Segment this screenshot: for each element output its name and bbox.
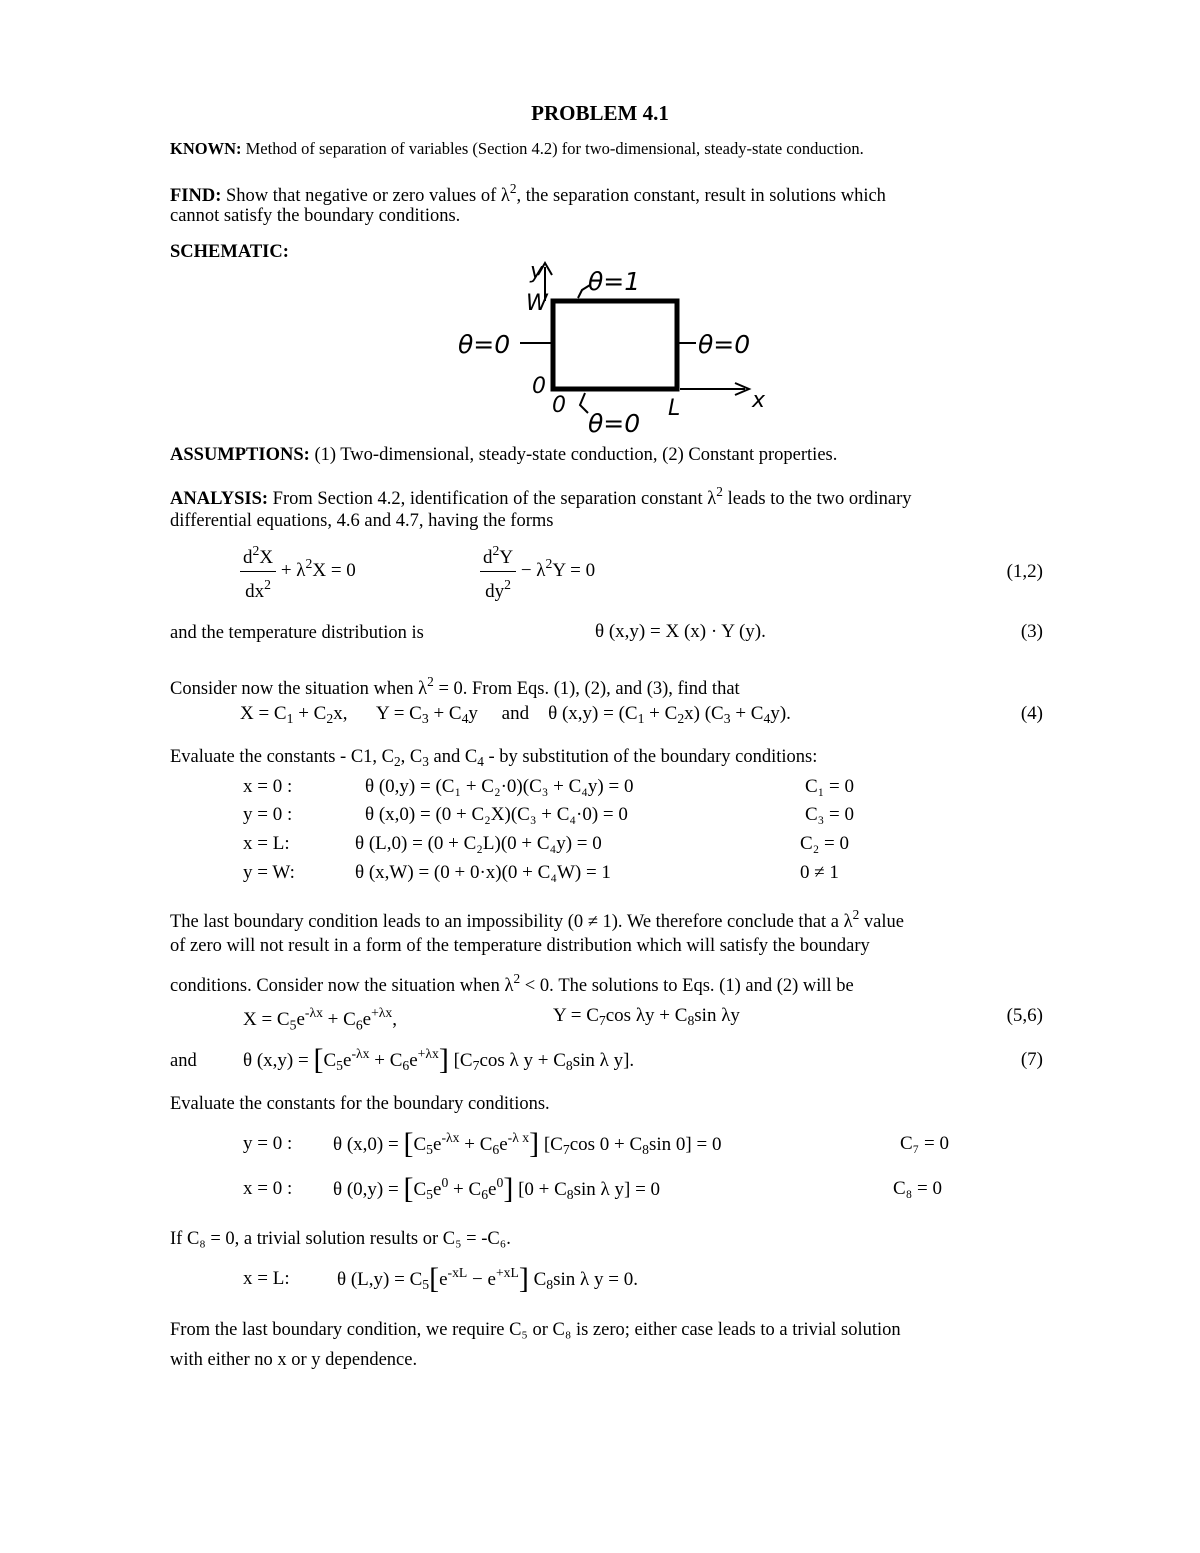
schematic-label: SCHEMATIC: [170, 242, 289, 262]
known-label: KNOWN: [170, 139, 242, 158]
assumptions-label: ASSUMPTIONS: [170, 445, 310, 465]
l-label: L [668, 396, 681, 421]
impossibility-text-b: value [859, 911, 904, 932]
equation-3: θ (x,y) = X (x) · Y (y). [595, 621, 766, 642]
equation-2: $\frac{d^2Y}{dy^2}$ − $\lambda^2Y = 0$ [480, 538, 595, 605]
bc-row-yW-expr: θ (x,W) = (0 + 0·x)(0 + C₄W) = 1 [355, 862, 611, 883]
known-text: Method of separation of variables (Section 4.2) for two-dimensional, steady-state conduction. [245, 139, 864, 158]
equation-number-3: (3) [1020, 621, 1043, 642]
top-bc-label: θ=1 [588, 267, 641, 296]
bc-row-yW-result: 0 ≠ 1 [800, 862, 839, 883]
zero-case-text-a: Consider now the situation when λ [170, 678, 428, 699]
analysis-text-1b: leads to the two ordinary [722, 488, 912, 509]
schematic-diagram [440, 255, 790, 440]
neg-row-y0-expr: θ $(x,0) = [C_5e^{-\lambda x} + C_6e^{-\lambda x}]$ [$C_7\cos$ $0 + C_8\sin$ 0] = 0 [333, 1127, 722, 1160]
neg-row-x0-expr: θ $(0,y) = [C_5e^0 + C_6e^0] [0 + C_8\sin$ λ y] = 0 [333, 1172, 661, 1205]
known-line [170, 137, 864, 161]
equation-number-7: (7) [1020, 1049, 1043, 1070]
bc-row-x0-cond: x = 0 : [243, 776, 293, 797]
negative-case-text-b: < 0. The solutions to Eqs. (1) and (2) will be [520, 975, 854, 996]
neg-row-y0-result: C₇ = 0 [900, 1133, 950, 1154]
y-axis-label: y [530, 259, 544, 284]
left-bc-label: θ=0 [458, 330, 511, 359]
evaluate-constants-text: Evaluate the constants for the boundary conditions. [170, 1094, 550, 1114]
find-line-2: cannot satisfy the boundary conditions. [170, 206, 461, 226]
bc-row-x0-result: C₁ = 0 [805, 776, 855, 797]
find-text-1: Show that negative or zero values of λ [226, 185, 510, 206]
bc-row-xL-expr: θ (L,0) = (0 + C₂L)(0 + C₄y) = 0 [355, 833, 602, 854]
constants-intro: Evaluate the constants - C1, $C_2$, $C_3$ and $C_4$ - by substitution of the boundary conditions: [170, 747, 818, 769]
bc-row-yW-cond: y = W: [243, 862, 295, 883]
equation-5: $X = C_5e^{-\lambda x} + C_6e^{+\lambda x}$, [243, 1005, 398, 1033]
find-label: FIND: [170, 185, 222, 206]
analysis-line-1: ANALYSIS: From Section 4.2, identification of the separation constant $\lambda^2$ leads to the two ordinary [170, 484, 912, 509]
neg-row-x0-cond: x = 0 : [243, 1178, 293, 1199]
w-label: W [526, 291, 548, 316]
temp-dist-intro: and the temperature distribution is [170, 623, 424, 643]
analysis-text-1a: From Section 4.2, identification of the separation constant λ [272, 488, 717, 509]
equation-1: $\frac{d^2X}{dx^2}$ + $\lambda^2X = 0$ [240, 538, 356, 605]
and-label: and [170, 1051, 197, 1071]
bottom-bc-label: θ=0 [588, 409, 641, 438]
zero-case-text-b: = 0. From Eqs. (1), (2), and (3), find that [433, 678, 740, 699]
neg-row-y0-cond: y = 0 : [243, 1133, 293, 1154]
analysis-line-2: differential equations, 4.6 and 4.7, having the forms [170, 511, 554, 531]
negative-case-text-a: conditions. Consider now the situation when λ [170, 975, 514, 996]
impossibility-line-1: The last boundary condition leads to an impossibility (0 ≠ 1). We therefore conclude that a $\lambda^2$ value [170, 907, 904, 932]
origin-x-label: 0 [552, 393, 566, 418]
bc-row-y0-expr: θ (x,0) = (0 + C₂X)(C₃ + C₄·0) = 0 [365, 804, 628, 825]
bc-row-xL-result: C₂ = 0 [800, 833, 850, 854]
bc-row-y0-cond: y = 0 : [243, 804, 293, 825]
conclusion-line-1: From the last boundary condition, we require C₅ or C₈ is zero; either case leads to a trivial solution [170, 1320, 901, 1340]
constants-text-a: Evaluate the constants - C [170, 747, 364, 767]
conclusion-line-2: with either no x or y dependence. [170, 1350, 418, 1370]
bc-row-x0-expr: θ (0,y) = (C₁ + C₂·0)(C₃ + C₄y) = 0 [365, 776, 634, 797]
plate-rectangle [553, 301, 677, 389]
equation-7: θ $(x,y) = [C_5e^{-\lambda x} + C_6e^{+\lambda x}]$ [$C_7\cos$ λ $y + C_8\sin$ λ y]. [243, 1043, 635, 1076]
constants-text-b: - by substitution of the boundary conditions: [483, 747, 818, 767]
analysis-label: ANALYSIS: [170, 488, 269, 509]
neg-row-x0-result: C₈ = 0 [893, 1178, 943, 1199]
negative-case-intro: conditions. Consider now the situation when $\lambda^2 < 0$. The solutions to Eqs. (1) and (2) will be [170, 971, 854, 996]
x-axis-label: x [752, 388, 766, 413]
assumptions-line [170, 443, 837, 467]
assumptions-text: (1) Two-dimensional, steady-state conduction, (2) Constant properties. [314, 445, 838, 465]
neg-row-xL-expr: θ $(L,y) = C_5[e^{-xL} - e^{+xL}]$ $C_8\sin$ λ y = 0. [337, 1262, 638, 1295]
right-bc-label: θ=0 [698, 330, 751, 359]
neg-row-xL-cond: x = L: [243, 1268, 290, 1289]
equation-number-5-6: (5,6) [1006, 1005, 1043, 1026]
find-text-2: , the separation constant, result in solutions which [516, 185, 886, 206]
bottom-bc-leader [580, 393, 588, 413]
bc-row-xL-cond: x = L: [243, 833, 290, 854]
impossibility-line-2: of zero will not result in a form of the temperature distribution which will satisfy the boundary [170, 936, 870, 956]
equation-6: $Y = C_7\cos$ $\lambda y + C_8\sin$ λy [553, 1005, 740, 1029]
zero-case-intro: Consider now the situation when $\lambda^2 = 0$. From Eqs. (1), (2), and (3), find that [170, 674, 740, 699]
bc-row-y0-result: C₃ = 0 [805, 804, 855, 825]
find-line-1: FIND: Show that negative or zero values of $\lambda^2$, the separation constant, result in solutions which [170, 181, 886, 206]
equation-4: $X = C_1 + C_2x$, $Y = C_3 + C_4y$ and θ $(x,y) = (C_1 + C_2x) (C_3 + C_4y)$. [240, 703, 791, 727]
equation-number-4: (4) [1020, 703, 1043, 724]
impossibility-text-a: The last boundary condition leads to an impossibility (0 ≠ 1). We therefore conclude that a λ [170, 911, 853, 932]
problem-title: PROBLEM 4.1 [531, 101, 669, 125]
origin-y-label: 0 [532, 374, 546, 399]
trivial-solution-text: If C₈ = 0, a trivial solution results or C₅ = -C₆. [170, 1229, 511, 1249]
equation-number-1-2: (1,2) [1006, 561, 1043, 582]
